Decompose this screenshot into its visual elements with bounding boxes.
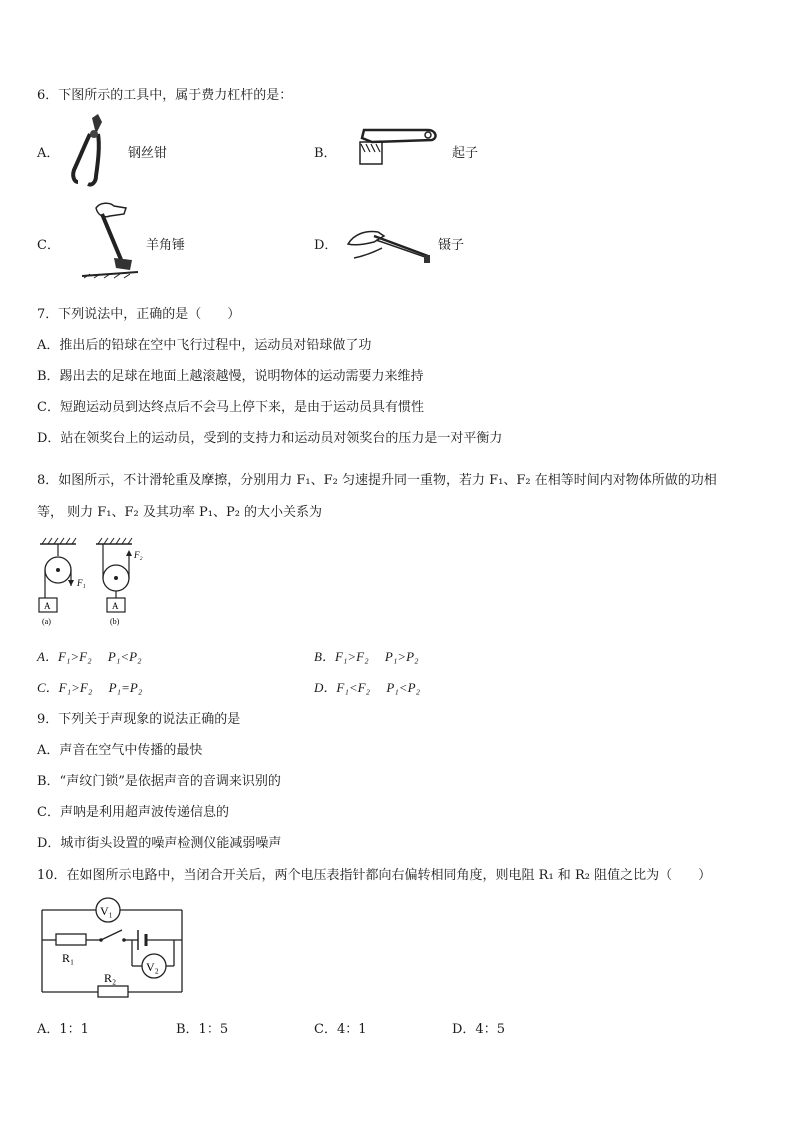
q8-stem-line2: 等， 则力 F₁、F₂ 及其功率 P₁、P₂ 的大小关系为 [37, 505, 323, 520]
q9-option-c: C．声呐是利用超声波传递信息的 [37, 805, 229, 820]
q8-right-force-label: F₂ [134, 550, 143, 560]
v2-label: V₂ [146, 960, 159, 974]
q6-option-d-label: 镊子 [438, 238, 465, 253]
q9-stem: 9．下列关于声现象的说法正确的是 [37, 712, 241, 727]
q6-option-d-letter: D． [314, 238, 338, 253]
q8-left-force-label: F₁ [77, 578, 86, 588]
q7-option-d: D．站在领奖台上的运动员，受到的支持力和运动员对领奖台的压力是一对平衡力 [37, 431, 503, 446]
pliers-image [68, 112, 120, 188]
bottle-opener-image [352, 124, 442, 170]
q6-option-c-label: 羊角锤 [146, 238, 186, 253]
q7-option-c: C．短跑运动员到达终点后不会马上停下来，是由于运动员具有惯性 [37, 400, 424, 415]
q10-option-a: A．1：1 [37, 1022, 89, 1037]
q6-option-b-label: 起子 [452, 146, 479, 161]
q8-left-caption: (a) [42, 617, 51, 626]
q8-option-a: A．F₁>F₂ P₁<P₂ [37, 649, 142, 664]
q7-option-a: A．推出后的铅球在空中飞行过程中，运动员对铅球做了功 [37, 338, 372, 353]
q6-option-c-letter: C． [37, 238, 60, 253]
q10-option-d: D．4：5 [452, 1022, 505, 1037]
q7-stem: 7．下列说法中，正确的是（ ） [37, 307, 241, 322]
v1-label: V₁ [100, 904, 113, 918]
q10-stem: 10．在如图所示电路中，当闭合开关后，两个电压表指针都向右偏转相同角度，则电阻 R₁ 和 R₂ 阻值之比为（ ） [37, 868, 712, 883]
q10-option-b: B．1：5 [176, 1022, 229, 1037]
q8-option-c: C．F₁>F₂ P₁=P₂ [37, 680, 143, 695]
q6-option-a-label: 钢丝钳 [128, 146, 168, 161]
r1-label: R₁ [62, 951, 75, 965]
q8-right-caption: (b) [110, 617, 120, 626]
q7-option-b: B．踢出去的足球在地面上越滚越慢，说明物体的运动需要力来维持 [37, 369, 424, 384]
q6-option-b-letter: B． [314, 146, 337, 161]
circuit-diagram [38, 896, 186, 1000]
tweezers-image [344, 222, 436, 268]
q8-left-block-label: A [44, 601, 51, 611]
q9-option-a: A．声音在空气中传播的最快 [37, 743, 203, 758]
q8-option-b: B．F₁>F₂ P₁>P₂ [314, 649, 419, 664]
claw-hammer-image [80, 200, 140, 282]
q10-option-c: C．4：1 [314, 1022, 367, 1037]
q9-option-b: B．“声纹门锁”是依据声音的音调来识别的 [37, 774, 281, 789]
pulley-diagram [36, 536, 156, 628]
q8-right-block-label: A [112, 601, 119, 611]
q6-option-a-letter: A． [37, 146, 60, 161]
q9-option-d: D．城市街头设置的噪声检测仪能减弱噪声 [37, 836, 282, 851]
q8-stem-line1: 8．如图所示，不计滑轮重及摩擦，分别用力 F₁、F₂ 匀速提升同一重物，若力 F₁、F₂ 在相等时间内对物体所做的功相 [37, 473, 717, 488]
q8-option-d: D．F₁<F₂ P₁<P₂ [314, 680, 421, 695]
r2-label: R₂ [104, 971, 117, 985]
q6-stem: 6．下图所示的工具中，属于费力杠杆的是： [37, 88, 293, 103]
